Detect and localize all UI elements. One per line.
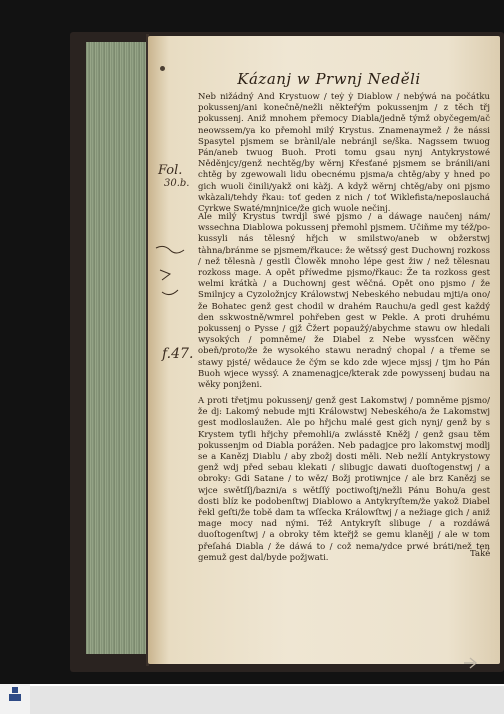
page-fore-edge bbox=[86, 42, 154, 654]
library-logo-icon bbox=[0, 684, 30, 704]
paragraph-2: Ale milý Krystus twrdjl swé pjsmo / a dáwage naučenj nám/ wssechna Diablowa pokussenj přemohl pjsmem. Učiňme my též/pokussyli nás tělesný hřjch w smilstwo/aneb w obžerstwj tàhna/bránme se pjsmem/řkauce: že wětssý gest Duchownj rozkoss / než tělesnà / gestli Člowěk mnoho lépe gest žiw / než tělesnau rozkoss mage. A opět příwedme pjsmo/řkauc: Že ta rozkoss gest welmi krátkà / a Duchownj gest wěčná. Opět ono pjsmo / že Smilnjcy a Cyzoložnjcy Králowstwj Nebeského nebudau mjti/a ono/ že Bohatec genž gest chodil w drahém Rauchu/a gedl gest každý den sskwostně/wmrel pohřeben gest w Pekle. A proti druhému pokussenj o Pysse / gjž Čžert popaužý/abychme stawu ow hledali wysokých / pomněme/ že Diabel z Nebe wyssťcen wěčny obeň/proto/že že wysokého stawu neradný chopal / a třeme se stawy pjsté/ wědauce že čým se kdo zde wjece mjssj / tjm ho Pán Buoh wjece wyssý. A znamenagjce/kterak zde powyssenj budau na wěky ponjženi. bbox=[198, 212, 490, 391]
margin-note-line-2: 30.b. bbox=[164, 178, 190, 189]
catchword: Také bbox=[470, 549, 491, 559]
margin-note-line-1: Fol. bbox=[158, 163, 183, 178]
library-logo[interactable] bbox=[0, 684, 30, 714]
paragraph-1: Neb nižádný And Krystuow / teẏ ẏ Diablow / nebýwá na počátku pokussenj/ani konečně/nežli někteřým pokussenjm / z těch třj pokussenj. Aniž mnohem přemocy Diabla/jedně týmž obyčegem/ač neowssem/ya ko přemohl milý Krystus. Znamenaymež / že nássi Spasytel pjsmem se brànil/ale nebránjl se/ška. Nagssem twuog Pán/aneb twuog Buoh. Proti tomu gsau nynj Antykrystowé Něděnjcy/genž nechtěg/by wěrnj Křesťané pjsmem se bránili/ani chtěg by zgewowali lidu obecnému pjsma/a chtěg/aby y hned po gich wuoli činili/yakž oni kàžj. A když wěrnj chtěg/aby oni pjsmo wkàzali/tehdy řkau: toť geden z nich / toť Wiklefista/neposlauchá Cyrkwe Swaté/mnjnice/že gich wuole nečinj. bbox=[198, 92, 490, 215]
corner-mark-icon bbox=[462, 654, 488, 672]
paragraph-3: A proti třetjmu pokussenj/ genž gest Lakomstwj / pomněme pjsmo/že dj: Lakomý nebude mjti Králowstwj Nebeského/a že Lakomstwj gest modloslaužen. Ale po hřjchu malé gest gich nynj/ genž by s Krystem tyťli hřjchy přemohli/a zwlásstě Kněžj / genž gsau těm pokussenjm od Diabla porážen. Neb padagjce pro lakomstwj modlj se a Kanězj Diablu / aby zbožj dosti měli. Neb nežlí Antykrystowy genž wdj před sebau klekati / slibugjc dawati duoſtogenstwj / a obroky: Gdi Satane / to wěz/ Božj protiwnjce / ale brz Kanězj se wjce swětſſj/bazni/a s wětſſý poctiwoſtj/nežli Pánu Bohu/a gest dosti blíz ke podobenſtwj Diablowo a Antykryſtem/že yakož Diabel řekl geſti/že tobě dam ta wſſecka Králowſtwj / a nežiage gich / aniž mage mocy nad nými. Též Antykryſt slibuge / a rozdáwá duoſtogenſtwj / a obroky těm kteřjž se gemu klanějj / ale w tom přeſahá Diabla / že dáwá to / což nema/ydce prwé bráti/než ten gemuž gest dal/byde požjwati. bbox=[198, 396, 490, 563]
ink-dot bbox=[160, 66, 165, 71]
margin-note-folio bbox=[158, 164, 189, 190]
page-header: Kázanj w Prwnj Neděli bbox=[237, 70, 421, 88]
margin-pen-strokes bbox=[150, 240, 196, 310]
margin-note-folio-2: f.47. bbox=[162, 346, 194, 362]
viewer-footer bbox=[30, 686, 504, 714]
